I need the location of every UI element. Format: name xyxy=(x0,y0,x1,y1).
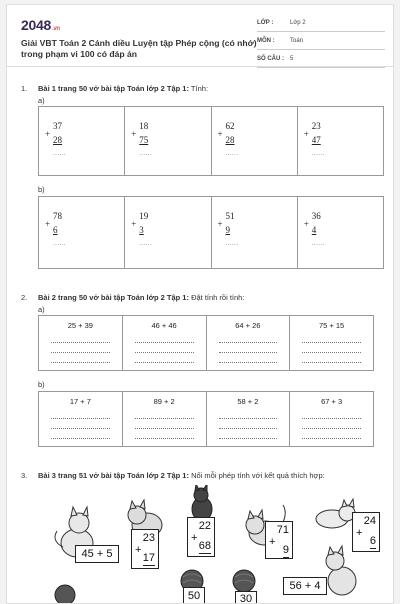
meta-row-class: LỚP : Lớp 2 xyxy=(257,18,385,32)
vertical-addition-card[interactable]: 71 + 9 xyxy=(265,521,293,559)
cat-icon xyxy=(326,546,356,595)
q1-part-a-label: a) xyxy=(38,96,45,105)
expr-cell: 89 + 2 xyxy=(123,392,207,446)
expr-cell: 58 + 2 xyxy=(207,392,291,446)
expr-cell: 25 + 39 xyxy=(39,316,123,370)
calc-cell: 78 + 6 ...... xyxy=(39,197,125,268)
question-1: 1. Bài 1 trang 50 vở bài tập Toán lớp 2 Tập 1: Tính: xyxy=(21,84,209,93)
expr-cell: 46 + 46 xyxy=(123,316,207,370)
cat-icon xyxy=(192,485,212,521)
calc-cell: 18 + 75 ...... xyxy=(125,107,211,175)
meta-row-count: SỐ CÂU : 5 xyxy=(257,54,385,68)
expression-card[interactable]: 56 + 4 xyxy=(283,577,327,595)
calc-cell: 51 + 9 ...... xyxy=(212,197,298,268)
question-3: 3. Bài 3 trang 51 vở bài tập Toán lớp 2 Tập 1: Nối mỗi phép tính với kết quả thích hợp: xyxy=(21,471,325,480)
header xyxy=(7,5,394,67)
expr-cell: 75 + 15 xyxy=(290,316,373,370)
expression-card[interactable]: 45 + 5 xyxy=(75,545,119,563)
calc-cell: 19 + 3 ...... xyxy=(125,197,211,268)
calc-cell: 62 + 28 ...... xyxy=(212,107,298,175)
expr-cell: 64 + 26 xyxy=(207,316,291,370)
meta-row-subject: MÔN : Toán xyxy=(257,36,385,50)
calc-cell: 23 + 47 ...... xyxy=(303,121,325,157)
cat-icon xyxy=(316,499,355,528)
site-logo[interactable]: 2048.vn xyxy=(21,17,60,33)
vertical-addition-card[interactable]: 24 + 6 xyxy=(352,512,380,552)
q1-part-b-box xyxy=(38,196,384,269)
calc-cell: 36 + 4 ...... xyxy=(303,211,325,247)
worksheet-page xyxy=(6,4,394,604)
meta-panel xyxy=(257,18,385,72)
vertical-addition-card[interactable]: 23 + 17 xyxy=(131,529,159,569)
q2-part-b-box xyxy=(38,391,374,447)
q2-part-a-label: a) xyxy=(38,305,45,314)
calc-cell: 37 + 28 ...... xyxy=(39,107,125,175)
q1-part-b-label: b) xyxy=(38,185,45,194)
q1-part-a-box xyxy=(38,106,384,176)
expr-cell: 17 + 7 xyxy=(39,392,123,446)
expr-cell: 67 + 3 xyxy=(290,392,373,446)
vertical-addition-card[interactable]: 22 + 68 xyxy=(187,517,215,557)
q2-part-a-box xyxy=(38,315,374,371)
page-title: Giải VBT Toán 2 Cánh diều Luyện tập Phép cộng (có nhớ) trong phạm vi 100 có đáp án xyxy=(21,38,257,59)
yarn-ball-icon xyxy=(55,570,255,604)
result-card[interactable]: 30 xyxy=(235,591,257,604)
question-2: 2. Bài 2 trang 50 vở bài tập Toán lớp 2 Tập 1: Đặt tính rồi tính: xyxy=(21,293,245,302)
result-card[interactable]: 50 xyxy=(183,587,205,604)
q2-part-b-label: b) xyxy=(38,380,45,389)
